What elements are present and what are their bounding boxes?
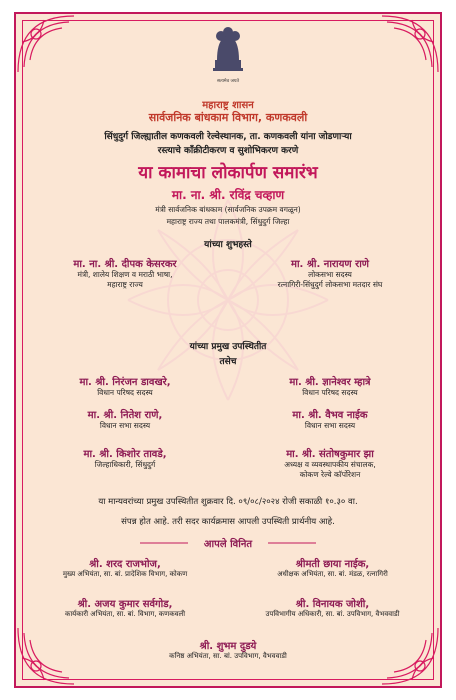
guest-desc: लोकसभा सदस्य: [308, 270, 352, 279]
host-name: श्रीमती छाया नाईक,: [295, 559, 370, 570]
host-block: [30, 556, 220, 579]
guest-desc: विधान परिषद सदस्य: [302, 388, 358, 397]
also-label: तसेच: [219, 357, 237, 367]
host-desc: अधीक्षक अभियंता, सा. बां. मंडळ, रत्नागिरी: [277, 570, 388, 578]
presence-label: यांच्या प्रमुख उपस्थितीत: [189, 342, 267, 352]
guest-desc: मंत्री, शालेय शिक्षण व मराठी भाषा,: [77, 270, 173, 279]
department-name: सार्वजनिक बांधकाम विभाग, कणकवली: [148, 111, 308, 124]
host-desc: मुख्य अभियंता, सा. बां. प्रादेशिक विभाग, कोकण: [62, 570, 188, 578]
invite-line2: संपन्न होत आहे. तरी सदर कार्यक्रमास आपली उपस्थिती प्रार्थनीय आहे.: [121, 517, 335, 527]
corner-ornament-bottom-right: [372, 618, 442, 688]
guest-desc: महाराष्ट्र राज्य: [107, 280, 143, 289]
guest-desc: विधान सभा सदस्य: [304, 421, 356, 430]
corner-ornament-bottom-left: [14, 618, 84, 688]
government-name: महाराष्ट्र शासन: [202, 100, 254, 111]
guest-name: मा. श्री. किशोर तावडे,: [83, 449, 167, 460]
guest-desc: विधान सभा सदस्य: [99, 421, 151, 430]
guest-block: [240, 407, 420, 431]
guest-name: मा. श्री. ज्ञानेश्वर म्हात्रे: [289, 377, 371, 388]
host-name: श्री. शुभम दुडये: [199, 641, 257, 652]
project-desc-line1: सिंधुदुर्ग जिल्ह्यातील कणकवली रेल्वेस्थानक, ता. कणकवली यांना जोडणाऱ्या: [104, 132, 352, 142]
host-block: [30, 596, 220, 619]
guest-desc: जिल्हाधिकारी, सिंधुदुर्ग: [94, 460, 156, 469]
guest-block: [40, 446, 210, 470]
guest-block: [40, 374, 210, 398]
host-name: श्री. अजय कुमार सर्वगोड,: [77, 599, 173, 610]
host-name: श्री. शरद राजभोज,: [89, 559, 161, 570]
invite-line1: या मान्यवरांच्या प्रमुख उपस्थितीत शुक्रवार दि. ०९/०८/२०२४ रोजी सकाळी १०.३० वा.: [98, 497, 358, 507]
emblem-motto: सत्यमेव जयते: [216, 79, 240, 84]
guest-name: मा. श्री. नितेश राणे,: [87, 410, 163, 421]
guest-name: मा. ना. श्री. दीपक केसरकर: [73, 259, 177, 270]
corner-ornament-top-left: [14, 12, 84, 82]
chief-guest-role2: महाराष्ट्र राज्य तथा पालकमंत्री, सिंधुदुर्ग जिल्हा: [166, 217, 290, 226]
guest-desc: विधान परिषद सदस्य: [97, 388, 153, 397]
guest-desc: अध्यक्ष व व्यवस्थापकीय संचालक,: [284, 460, 376, 469]
project-desc-line2: रस्त्याचे काँक्रीटीकरण व सुशोभिकरण करणे: [157, 146, 299, 156]
guest-block: [240, 446, 420, 480]
guest-block: [240, 374, 420, 398]
guest-name: मा. श्री. निरंजन डावखरे,: [79, 377, 171, 388]
host-block: [103, 638, 353, 661]
guest-block: [40, 407, 210, 431]
guest-name: मा. श्री. नारायण राणे: [290, 259, 370, 270]
host-desc: कनिष्ठ अभियंता, सा. बां. उपविभाग, वैभववाडी: [169, 652, 287, 660]
host-desc: कार्यकारी अभियंता, सा. बां. विभाग, कणकवली: [64, 610, 186, 618]
host-block: [235, 596, 430, 619]
hands-label: यांच्या शुभहस्ते: [204, 240, 252, 250]
guest-desc: कोकण रेल्वे कॉर्पोरेशन: [299, 470, 361, 479]
host-name: श्री. विनायक जोशी,: [295, 599, 370, 610]
host-block: [235, 556, 430, 579]
guest-block: [240, 256, 420, 290]
state-emblem-icon: [203, 22, 253, 90]
guest-desc: रत्नागिरी-सिंधुदुर्ग लोकसभा मतदार संघ: [277, 280, 383, 289]
event-title: या कामाचा लोकार्पण समारंभ: [138, 163, 318, 183]
chief-guest-role1: मंत्री सार्वजनिक बांधकाम (सार्वजनिक उपक्रम वगळून): [155, 205, 301, 214]
hosts-label: आपले विनित: [203, 539, 253, 550]
corner-ornament-top-right: [372, 12, 442, 82]
chief-guest-name: मा. ना. श्री. रविंद्र चव्हाण: [171, 188, 285, 202]
guest-name: मा. श्री. संतोषकुमार झा: [286, 449, 374, 460]
guest-name: मा. श्री. वैभव नाईक: [292, 410, 368, 421]
guest-block: [40, 256, 210, 290]
host-desc: उपविभागीय अधिकारी, सा. बां. उपविभाग, वैभववाडी: [265, 610, 400, 618]
